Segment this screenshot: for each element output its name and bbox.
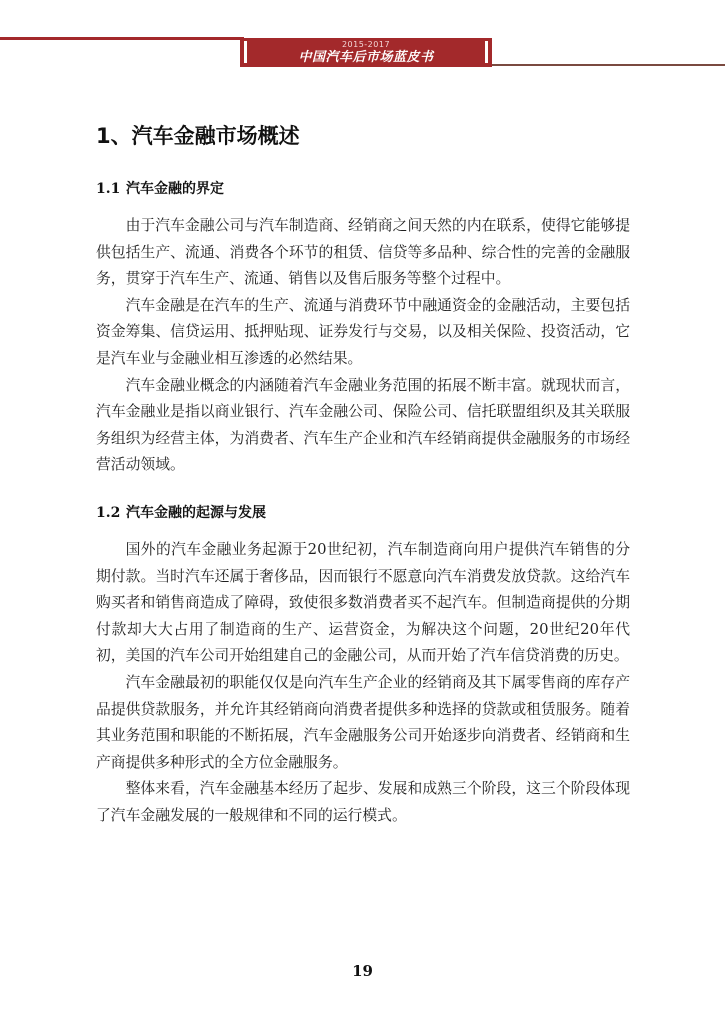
section-title: 汽车金融的起源与发展 — [126, 504, 266, 521]
section-heading-1-2 — [96, 503, 630, 523]
chapter-title: 1、汽车金融市场概述 — [96, 124, 300, 148]
header-banner — [240, 38, 492, 67]
banner-years: 2015-2017 — [341, 40, 391, 49]
header-rule-left — [0, 37, 244, 40]
section-body-1-1 — [96, 213, 630, 479]
section-heading-1-1 — [96, 179, 630, 199]
paragraph: 汽车金融是在汽车的生产、流通与消费环节中融通资金的金融活动，主要包括资金筹集、信贷运用、抵押贴现、证券发行与交易，以及相关保险、投资活动，它是汽车业与金融业相互渗透的必然结果。 — [96, 296, 630, 367]
banner-title: 中国汽车后市场蓝皮书 — [298, 50, 434, 65]
paragraph: 汽车金融最初的职能仅仅是向汽车生产企业的经销商及其下属零售商的库存产品提供贷款服务，并允许其经销商向消费者提供多种选择的贷款或租赁服务。随着其业务范围和职能的不断拓展，汽车金融服务公司开始逐步向消费者、经销商和生产商提供多种形式的全方位金融服务。 — [96, 673, 630, 771]
paragraph: 国外的汽车金融业务起源于20世纪初，汽车制造商向用户提供汽车销售的分期付款。当时汽车还属于奢侈品，因而银行不愿意向汽车消费发放贷款。这给汽车购买者和销售商造成了障碍，致使很多数消费者买不起汽车。但制造商提供的分期付款却大大占用了制造商的生产、运营资金，为解决这个问题，20世纪20年代初，美国的汽车公司开始组建自己的金融公司，从而开始了汽车信贷消费的历史。 — [96, 540, 630, 665]
paragraph: 整体来看，汽车金融基本经历了起步、发展和成熟三个阶段，这三个阶段体现了汽车金融发展的一般规律和不同的运行模式。 — [96, 780, 630, 824]
section-number: 1.2 — [96, 504, 121, 521]
section-body-1-2 — [96, 537, 630, 830]
page-content — [96, 118, 630, 829]
section-title: 汽车金融的界定 — [126, 181, 224, 197]
page-number: 19 — [352, 962, 373, 980]
banner-bar-right — [485, 41, 488, 63]
header-rule-right — [492, 64, 725, 66]
paragraph: 由于汽车金融公司与汽车制造商、经销商之间天然的内在联系，使得它能够提供包括生产、流通、消费各个环节的租赁、信贷等多品种、综合性的完善的金融服务，贯穿于汽车生产、流通、销售以及售后服务等整个过程中。 — [96, 217, 630, 288]
paragraph: 汽车金融业概念的内涵随着汽车金融业务范围的拓展不断丰富。就现状而言，汽车金融业是指以商业银行、汽车金融公司、保险公司、信托联盟组织及其关联服务组织为经营主体，为消费者、汽车生产企业和汽车经销商提供金融服务的市场经营活动领域。 — [96, 376, 630, 474]
section-number: 1.1 — [96, 181, 121, 197]
